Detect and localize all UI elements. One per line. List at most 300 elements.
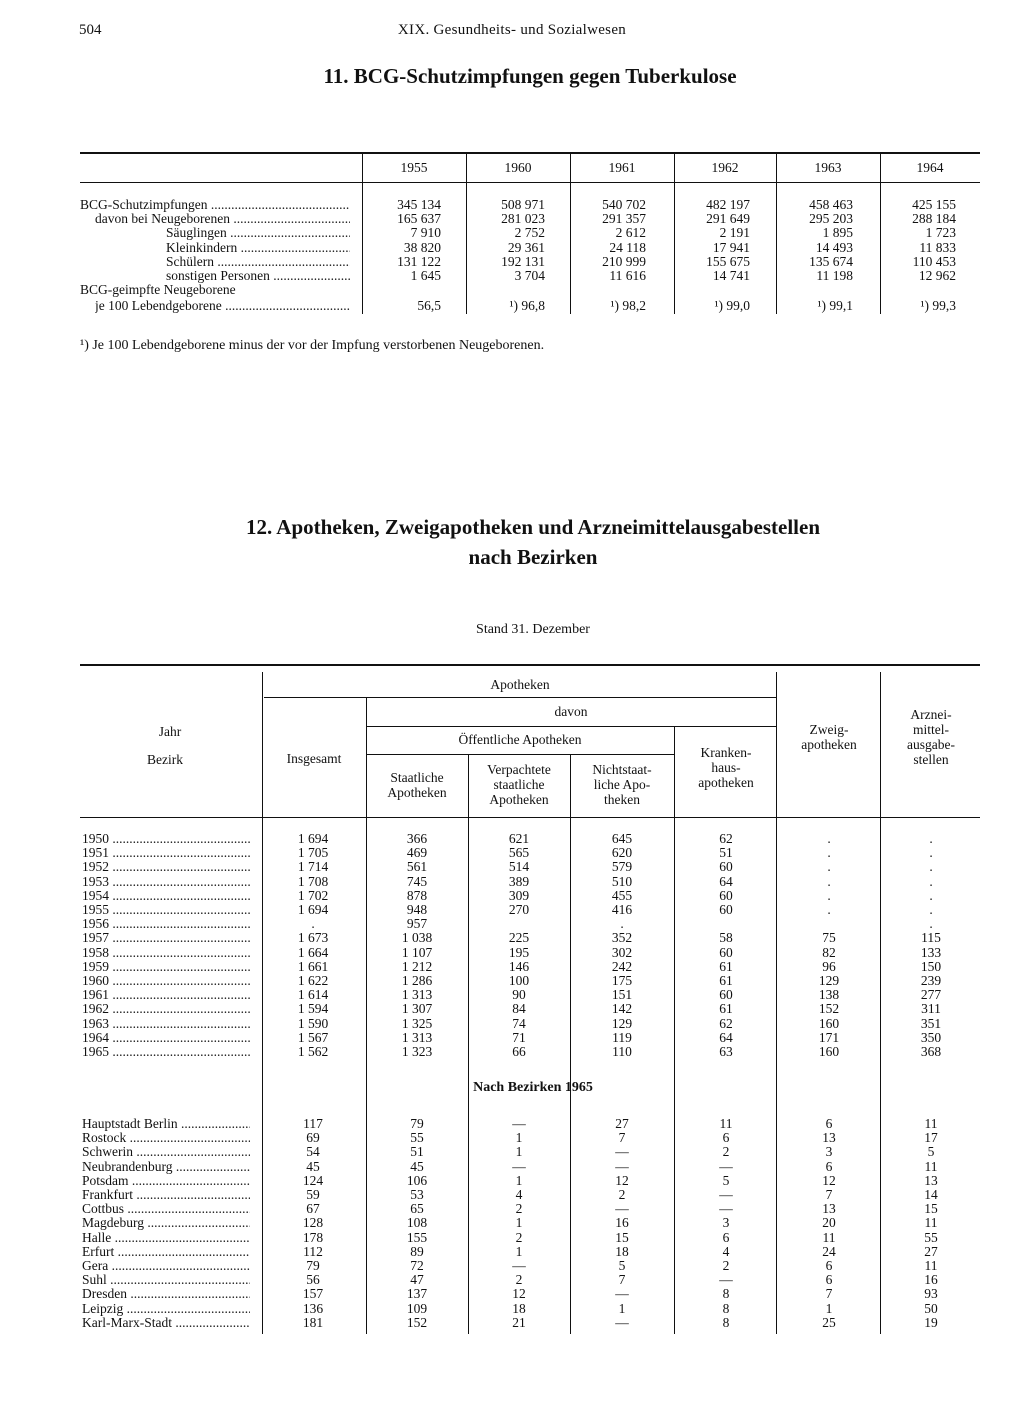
table-12-year-label: 1962 ..... [82, 1002, 250, 1016]
table-12-bezirk-cell: 7 [825, 1286, 833, 1302]
table-12-bezirk-cell: 109 [406, 1300, 428, 1316]
table-12-year-cell: 96 [822, 958, 836, 974]
table-12-year-cell: 151 [611, 987, 633, 1003]
table-12-bezirk-cell: 1 [515, 1215, 523, 1231]
table-12-year-cell: . [620, 916, 624, 932]
table-12-year-cell: 84 [512, 1001, 526, 1017]
table-12-bezirk-cell: 18 [615, 1243, 629, 1259]
table-12-bezirk-row [0, 1259, 1024, 1273]
table-11-year: 1955 [400, 160, 428, 175]
table-12-year-cell: . [929, 887, 933, 903]
table-12-date-note: Stand 31. Dezember [476, 622, 590, 637]
header-apotheken: Apotheken [490, 677, 550, 692]
table-12-year-cell: 416 [611, 902, 633, 917]
table-12-bezirk-cell: — [719, 1272, 733, 1288]
table-12-year-cell: 957 [406, 916, 428, 932]
table-12-year-cell: 510 [611, 873, 633, 889]
table-12-bezirk-cell: 93 [924, 1286, 938, 1302]
table-11-cell: 2 752 [514, 225, 545, 241]
table-12-bezirk-cell: 1 [515, 1144, 523, 1160]
table-12-year-label: 1964 ..... [82, 1031, 250, 1045]
table-12-bezirk-label: Frankfurt ..... [82, 1188, 250, 1202]
table-12-bezirk-cell: 45 [410, 1158, 424, 1174]
table-11-row-label: je 100 Lebendgeborene ..... [95, 299, 350, 313]
table-12-year-cell: 469 [406, 845, 428, 861]
table-12-year-label: 1959 ..... [82, 960, 250, 974]
table-12-year-label: 1958 ..... [82, 946, 250, 960]
table-11-cell: 14 741 [712, 268, 750, 283]
table-11-cell: 11 198 [816, 268, 853, 283]
table-11-cell: 482 197 [706, 197, 750, 212]
table-12-bezirk-label: Magdeburg ..... [82, 1216, 250, 1230]
table-12-year-cell: 62 [719, 1015, 733, 1031]
table-11-cell: 17 941 [712, 239, 750, 255]
table-12-year-cell: 61 [719, 1001, 733, 1017]
table-12-bezirk-cell: 16 [924, 1272, 938, 1288]
table-11-cell: 131 122 [397, 253, 441, 269]
table-12-year-cell: 100 [508, 973, 530, 988]
table-12-bezirk-cell: 117 [303, 1116, 323, 1131]
table-12-year-cell: 142 [611, 1001, 633, 1017]
table-12-bezirk-cell: 1 [515, 1172, 523, 1188]
header-kranken-l2: haus- [711, 760, 741, 775]
table-12-bezirk-cell: 7 [618, 1272, 626, 1288]
table-12-bezirk-label: Potsdam ..... [82, 1174, 250, 1188]
table-12-year-cell: 60 [719, 944, 733, 960]
table-11-top-rule [80, 152, 980, 154]
table-12-bezirk-cell: 11 [822, 1229, 836, 1245]
table-12-bezirk-cell: 55 [410, 1130, 424, 1146]
header-nichtstaatliche [570, 762, 674, 807]
table-12-year-row [0, 846, 1024, 860]
table-12-year-cell: 745 [406, 873, 428, 889]
table-11-row-label: BCG-geimpfte Neugeborene [80, 283, 236, 298]
table-12-year-cell: 311 [921, 1001, 941, 1017]
table-12-bezirk-cell: 178 [302, 1229, 324, 1245]
table-12-year-cell: 1 567 [297, 1029, 329, 1045]
table-12-year-cell: . [827, 902, 831, 917]
table-11-year: 1963 [814, 160, 842, 175]
table-12-subheading: Nach Bezirken 1965 [473, 1080, 593, 1095]
table-12-year-label: 1950 ..... [82, 832, 250, 846]
table-12-year-row [0, 832, 1024, 846]
table-12-bezirk-cell: — [512, 1258, 526, 1273]
table-12-year-cell: 1 714 [297, 859, 329, 875]
table-11-row-label: BCG-Schutzimpfungen ..... [80, 198, 350, 212]
table-12-year-cell: 1 313 [401, 987, 433, 1003]
table-12-bezirk-cell: — [512, 1116, 526, 1131]
table-11-cell: 458 463 [809, 197, 853, 212]
table-12-year-row [0, 860, 1024, 874]
header-krankenhaus [676, 745, 776, 790]
table-11-cell: 165 637 [397, 211, 441, 227]
header-kranken-l3: apotheken [698, 775, 754, 790]
table-12-bezirk-cell: 2 [618, 1187, 626, 1202]
table-12-year-cell: 350 [920, 1029, 942, 1045]
table-12-bezirk-label: Neubrandenburg ..... [82, 1160, 250, 1174]
header-insgesamt: Insgesamt [286, 751, 342, 766]
table-12-bezirk-cell: 21 [512, 1314, 526, 1330]
table-12-year-cell: 90 [512, 987, 526, 1003]
table-12-year-cell: 150 [920, 958, 942, 974]
table-12-bezirk-cell: 53 [410, 1187, 424, 1202]
table-12-year-cell: 270 [508, 902, 530, 917]
table-11-footnote: ¹) Je 100 Lebendgeborene minus der vor der Impfung verstorbenen Neugeborenen. [80, 338, 545, 353]
table-11-cell: ¹) 99,1 [817, 298, 853, 314]
table-12-bezirk-cell: 2 [722, 1144, 730, 1160]
apotheken-underline [264, 697, 776, 698]
table-12-bezirk-cell: 137 [406, 1286, 428, 1302]
table-12-bezirk-cell: 157 [302, 1286, 324, 1302]
table-12-bezirk-cell: 16 [615, 1215, 629, 1231]
table-12-year-cell: 60 [719, 987, 733, 1003]
header-arznei-l3: ausgabe- [907, 737, 955, 752]
table-12-bezirk-cell: 8 [722, 1286, 730, 1302]
table-12-year-cell: 1 594 [297, 1001, 329, 1017]
table-12-year-row [0, 931, 1024, 945]
table-12-year-cell: . [929, 831, 933, 846]
table-12-year-cell: 1 038 [401, 930, 433, 946]
table-11-cell: 38 820 [403, 239, 441, 255]
header-davon: davon [554, 704, 588, 719]
table-12-bezirk-cell: 79 [410, 1116, 424, 1131]
table-12-bezirk-row [0, 1302, 1024, 1316]
table-12-year-label: 1957 ..... [82, 931, 250, 945]
table-12-year-cell: 1 708 [297, 873, 329, 889]
table-12-year-cell: 368 [920, 1044, 942, 1059]
table-12-bezirk-cell: 1 [515, 1130, 523, 1146]
table-12-year-cell: 1 694 [297, 831, 329, 846]
table-12-year-label: 1961 ..... [82, 988, 250, 1002]
table-12-bezirk-cell: — [719, 1187, 733, 1202]
table-12-bezirk-cell: 5 [927, 1144, 935, 1160]
table-12-bezirk-cell: — [719, 1158, 733, 1174]
table-11-row-label: sonstigen Personen ..... [166, 269, 350, 283]
table-12-year-cell: 1 562 [297, 1044, 329, 1059]
table-12-year-row [0, 988, 1024, 1002]
table-12-bezirk-cell: 56 [306, 1272, 320, 1288]
table-12-bezirk-cell: 15 [924, 1201, 938, 1217]
table-12-year-cell: 175 [611, 973, 633, 988]
table-12-year-cell: 309 [508, 887, 530, 903]
table-12-bezirk-cell: 6 [825, 1258, 833, 1273]
table-11-cell: 1 723 [925, 225, 956, 241]
table-11-cell: 7 910 [410, 225, 441, 241]
table-12-bezirk-row [0, 1273, 1024, 1287]
table-11-cell: 508 971 [501, 197, 545, 212]
table-12-year-label: 1965 ..... [82, 1045, 250, 1059]
table-12-bezirk-cell: 112 [303, 1243, 323, 1259]
table-12-bezirk-label: Leipzig ..... [82, 1302, 250, 1316]
table-12-bezirk-cell: 11 [924, 1158, 938, 1174]
table-12-year-label: 1956 ..... [82, 917, 250, 931]
table-12-bezirk-label: Dresden ..... [82, 1287, 250, 1301]
table-12-bezirk-cell: 7 [825, 1187, 833, 1202]
table-12-bezirk-row [0, 1216, 1024, 1230]
table-12-year-cell: . [929, 859, 933, 875]
table-12-bezirk-cell: 6 [825, 1158, 833, 1174]
table-12-year-cell: 82 [822, 944, 836, 960]
table-12-year-cell: 74 [512, 1015, 526, 1031]
table-12-year-cell: 71 [512, 1029, 526, 1045]
table-12-bezirk-cell: 89 [410, 1243, 424, 1259]
table-12-bezirk-cell: 6 [722, 1130, 730, 1146]
table-12-year-cell: 133 [920, 944, 942, 960]
table-11-cell: 345 134 [397, 197, 441, 212]
table-12-year-cell: 51 [719, 845, 733, 861]
table-12-year-cell: . [311, 916, 315, 932]
table-12-bezirk-cell: 2 [515, 1272, 523, 1288]
table-12-year-cell: 1 323 [401, 1044, 433, 1059]
table-12-year-cell: 1 313 [401, 1029, 433, 1045]
header-arzneimittel [882, 707, 980, 767]
table-12-bezirk-cell: — [615, 1286, 629, 1302]
table-12-year-cell: 160 [818, 1044, 840, 1059]
header-arznei-l2: mittel- [913, 722, 949, 737]
header-jahr: Jahr [158, 724, 182, 739]
table-12-year-row [0, 917, 1024, 931]
table-11-row-label: davon bei Neugeborenen ..... [95, 212, 350, 226]
table-12-year-label: 1952 ..... [82, 860, 250, 874]
table-12-bezirk-cell: 25 [822, 1314, 836, 1330]
table-11-cell: 192 131 [501, 253, 545, 269]
table-12-bezirk-label: Gera ..... [82, 1259, 250, 1273]
table-12-bezirk-cell: — [719, 1201, 733, 1217]
table-12-bezirk-cell: 51 [410, 1144, 424, 1160]
table-12-bezirk-label: Hauptstadt Berlin ..... [82, 1117, 250, 1131]
table-12-year-cell: 302 [611, 944, 633, 960]
table-12-bezirk-cell: 1 [825, 1300, 833, 1316]
table-12-year-cell: 242 [611, 958, 633, 974]
table-12-year-cell: 129 [818, 973, 840, 988]
table-12-bezirk-cell: 8 [722, 1300, 730, 1316]
table-12-year-cell: 119 [612, 1029, 632, 1045]
table-11-cell: 155 675 [706, 253, 750, 269]
header-nichtstaatliche-l3: theken [604, 792, 640, 807]
table-12-year-label: 1963 ..... [82, 1017, 250, 1031]
table-12-bezirk-cell: — [512, 1158, 526, 1174]
table-12-bezirk-cell: 17 [924, 1130, 938, 1146]
table-12-bezirk-cell: 6 [825, 1272, 833, 1288]
table-12-year-row [0, 1002, 1024, 1016]
table-12-bezirk-cell: 2 [515, 1201, 523, 1217]
table-12-bezirk-cell: 27 [924, 1243, 938, 1259]
table-11-cell: 1 895 [822, 225, 853, 241]
table-11-cell: ¹) 99,0 [714, 298, 750, 314]
table-11-cell: 11 616 [609, 268, 646, 283]
table-11-cell: 1 645 [410, 268, 441, 283]
table-12-bezirk-cell: 55 [924, 1229, 938, 1245]
table-12-top-rule [80, 664, 980, 666]
table-12-year-cell: 1 307 [401, 1001, 433, 1017]
table-12-bezirk-cell: 152 [406, 1314, 428, 1330]
table-12-bezirk-cell: 13 [822, 1201, 836, 1217]
table-12-title-line-2: nach Bezirken [468, 545, 598, 569]
table-12-year-cell: . [827, 845, 831, 861]
table-12-year-cell: 61 [719, 973, 733, 988]
table-12-title [0, 512, 1024, 572]
table-12-year-cell: 160 [818, 1015, 840, 1031]
table-12-bezirk-cell: 1 [618, 1300, 626, 1316]
table-12-year-cell: . [827, 859, 831, 875]
table-12-year-cell: 63 [719, 1044, 733, 1059]
table-12-bezirk-cell: 3 [825, 1144, 833, 1160]
table-12-bezirk-row [0, 1188, 1024, 1202]
table-12-year-cell: 115 [921, 930, 941, 946]
table-12-year-cell: 1 325 [401, 1015, 433, 1031]
table-12-bezirk-cell: 155 [406, 1229, 428, 1245]
table-12-bezirk-cell: 4 [722, 1243, 730, 1259]
table-11-cell: ¹) 99,3 [920, 298, 956, 314]
table-12-bezirk-cell: 11 [719, 1116, 733, 1131]
table-12-year-cell: 129 [611, 1015, 633, 1031]
table-12-bezirk-cell: 8 [722, 1314, 730, 1330]
table-12-year-cell: 64 [719, 1029, 733, 1045]
table-12-bezirk-cell: 11 [924, 1215, 938, 1231]
table-11-year: 1962 [711, 160, 739, 175]
table-11-cell: ¹) 96,8 [509, 298, 545, 314]
table-12-bezirk-cell: 12 [615, 1172, 629, 1188]
table-12-year-row [0, 960, 1024, 974]
table-12-year-row [0, 1017, 1024, 1031]
table-12-year-cell: 1 661 [297, 958, 329, 974]
table-12-year-cell: 948 [406, 902, 428, 917]
table-12-bezirk-row [0, 1131, 1024, 1145]
table-12-year-cell: 1 705 [297, 845, 329, 861]
table-12-year-cell: 64 [719, 873, 733, 889]
table-12-year-cell: . [929, 916, 933, 932]
table-12-bezirk-cell: — [615, 1314, 629, 1330]
table-12-year-cell: 239 [920, 973, 942, 988]
table-12-year-cell: 514 [508, 859, 530, 875]
table-12-bezirk-cell: 54 [306, 1144, 320, 1160]
table-12-bezirk-cell: 45 [306, 1158, 320, 1174]
table-11-header-rule [80, 182, 980, 183]
table-12-year-cell: 58 [719, 930, 733, 946]
table-12-year-cell: 110 [612, 1044, 632, 1059]
table-12-bezirk-cell: — [615, 1144, 629, 1160]
table-12-bezirk-cell: 2 [722, 1258, 730, 1273]
table-12-bezirk-cell: 20 [822, 1215, 836, 1231]
header-arznei-l1: Arznei- [910, 707, 952, 722]
table-12-year-cell: 277 [920, 987, 942, 1003]
table-12-bezirk-label: Karl-Marx-Stadt ..... [82, 1316, 250, 1330]
table-12-year-label: 1960 ..... [82, 974, 250, 988]
page-number: 504 [79, 22, 102, 38]
table-12-year-cell: 1 664 [297, 944, 329, 960]
table-12-bezirk-row [0, 1202, 1024, 1216]
table-12-bezirk-cell: 5 [618, 1258, 626, 1273]
table-12-year-cell: 620 [611, 845, 633, 861]
table-12-bezirk-cell: 72 [410, 1258, 424, 1273]
table-11-cell: 29 361 [507, 239, 545, 255]
table-12-year-cell: 66 [512, 1044, 526, 1059]
table-12-year-cell: 171 [818, 1029, 840, 1045]
table-12-year-cell: 1 673 [297, 930, 329, 946]
table-12-year-cell: . [929, 845, 933, 861]
table-12-year-cell: 1 702 [297, 887, 329, 903]
table-12-year-cell: 1 622 [297, 973, 329, 988]
table-12-bezirk-cell: 3 [722, 1215, 730, 1231]
table-12-bezirk-cell: 12 [822, 1172, 836, 1188]
table-12-year-cell: 561 [406, 859, 428, 875]
table-12-title-line-1: 12. Apotheken, Zweigapotheken und Arzneimittelausgabestellen [245, 515, 821, 539]
table-12-bezirk-cell: 24 [822, 1243, 836, 1259]
table-12-bezirk-label: Cottbus ..... [82, 1202, 250, 1216]
header-zweigapotheken [778, 722, 880, 752]
table-11-cell: 14 493 [815, 239, 853, 255]
table-12-year-cell: 75 [822, 930, 836, 946]
table-12-bezirk-cell: 2 [515, 1229, 523, 1245]
table-12-year-cell: 455 [611, 887, 633, 903]
table-12-bezirk-cell: — [615, 1201, 629, 1217]
table-12-bezirk-label: Halle ..... [82, 1231, 250, 1245]
table-12-bezirk-cell: 14 [924, 1187, 938, 1202]
table-11-cell: 281 023 [501, 211, 545, 227]
table-12-year-row [0, 875, 1024, 889]
header-nichtstaatliche-l2: liche Apo- [593, 777, 651, 792]
table-11-cell: 210 999 [602, 253, 646, 269]
table-12-bezirk-cell: 5 [722, 1172, 730, 1188]
table-12-bezirk-row [0, 1231, 1024, 1245]
table-12-bezirk-cell: 181 [302, 1314, 324, 1330]
table-12-year-label: 1953 ..... [82, 875, 250, 889]
table-11-cell: 24 118 [609, 239, 646, 255]
table-12-year-cell: 195 [508, 944, 530, 960]
table-12-year-cell: 878 [406, 887, 428, 903]
table-12-bezirk-cell: 11 [924, 1258, 938, 1273]
table-12-year-row [0, 1031, 1024, 1045]
table-12-year-cell: 152 [818, 1001, 840, 1017]
table-11-cell: 3 704 [514, 268, 545, 283]
table-11-cell: 110 453 [912, 253, 956, 269]
table-11-cell: 291 649 [706, 211, 750, 227]
table-11-row-label: Kleinkindern ..... [166, 241, 350, 255]
table-12-year-row [0, 946, 1024, 960]
table-11-title: 11. BCG-Schutzimpfungen gegen Tuberkulose [323, 64, 737, 88]
table-12-year-cell: 61 [719, 958, 733, 974]
table-12-year-cell: 60 [719, 859, 733, 875]
table-12-bezirk-cell: 6 [825, 1116, 833, 1131]
table-12-bezirk-cell: 4 [515, 1187, 523, 1202]
table-12-bezirk-label: Erfurt ..... [82, 1245, 250, 1259]
table-12-bezirk-cell: 65 [410, 1201, 424, 1217]
running-head: XIX. Gesundheits- und Sozialwesen [397, 22, 627, 38]
table-12-bezirk-cell: 27 [615, 1116, 629, 1131]
table-12-year-cell: 146 [508, 958, 530, 974]
table-12-bezirk-cell: 106 [406, 1172, 428, 1188]
table-12-year-row [0, 889, 1024, 903]
davon-underline [366, 726, 776, 727]
table-12-year-row [0, 1045, 1024, 1059]
table-12-bezirk-cell: 19 [924, 1314, 938, 1330]
table-12-year-cell: 1 694 [297, 902, 329, 917]
table-11-cell: 11 833 [919, 239, 956, 255]
table-12-year-label: 1955 ..... [82, 903, 250, 917]
table-12-bezirk-label: Suhl ..... [82, 1273, 250, 1287]
table-12-year-cell: 389 [508, 873, 530, 889]
table-11-cell: 540 702 [602, 197, 646, 212]
header-oeffentliche: Öffentliche Apotheken [458, 732, 582, 747]
table-12-bezirk-cell: 79 [306, 1258, 320, 1273]
table-11-year: 1960 [504, 160, 532, 175]
table-12-year-cell: 62 [719, 831, 733, 846]
table-11-row-label: Schülern ..... [166, 255, 350, 269]
table-12-bezirk-row [0, 1117, 1024, 1131]
table-12-bezirk-cell: 11 [924, 1116, 938, 1131]
table-12-bezirk-cell: 124 [302, 1172, 324, 1188]
header-kranken-l1: Kranken- [700, 745, 752, 760]
